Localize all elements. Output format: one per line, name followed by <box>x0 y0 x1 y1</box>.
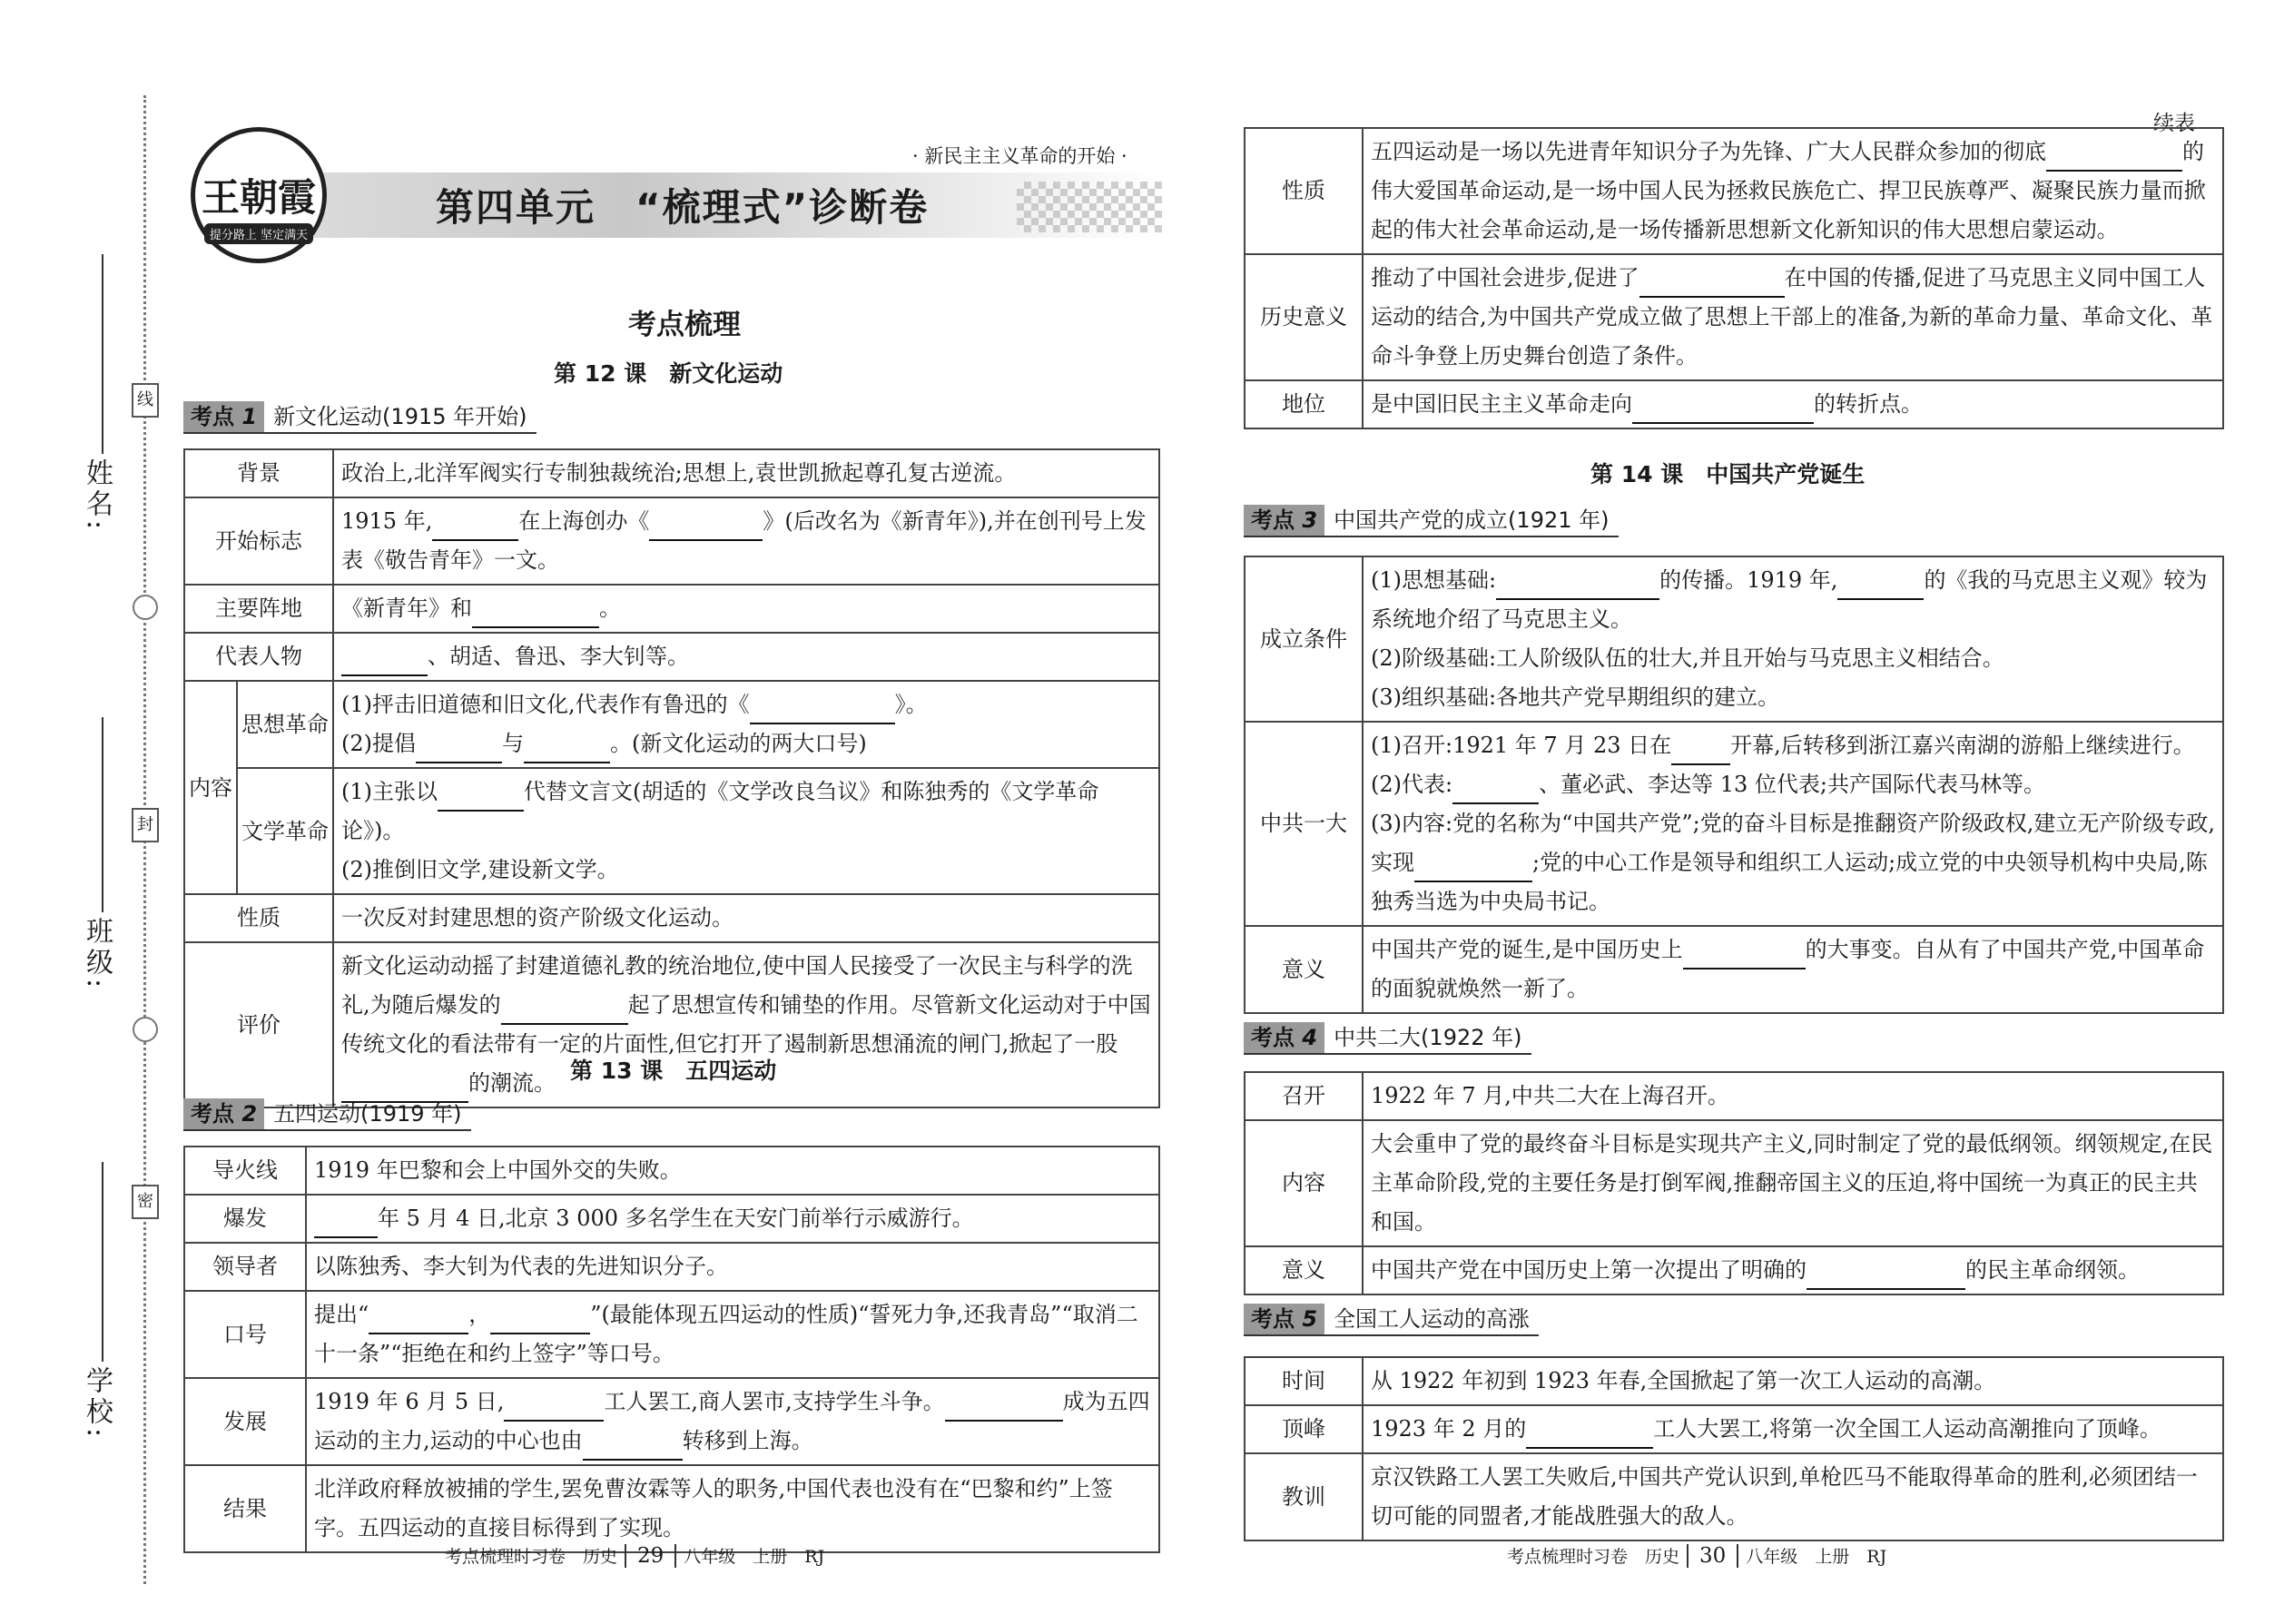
table-row: 爆发 年 5 月 4 日,北京 3 000 多名学生在天安门前举行示威游行。 <box>184 1195 1159 1243</box>
table-row: 中共一大 (1)召开:1921 年 7 月 23 日在 开幕,后转移到浙江嘉兴南湖的游船上继续进行。 (2)代表: 、董必武、李达等 13 位代表;共产国际代表马林等。 (3)内容:党的名称为“中国共产党”;党的奋斗目标是推翻资产阶级政权,建立无产阶级专政,实现 ;党的中心工作是领导和组织工人运动;成立党的中央领导机构中央局,陈独秀当选为中央局书记。 <box>1245 722 2223 926</box>
class-underline <box>102 717 103 912</box>
kd-tag: 考点 2 <box>183 1098 264 1129</box>
table-row: 主要阵地 《新青年》和 。 <box>184 585 1159 633</box>
table-row: 口号 提出“ ， ”(最能体现五四运动的性质)“誓死力争,还我青岛”“取消二十一条”“拒绝在和约上签字”等口号。 <box>184 1291 1159 1378</box>
table-row: 意义 中国共产党的诞生,是中国历史上 的大事变。自从有了中国共产党,中国革命的面貌就焕然一新了。 <box>1245 926 2223 1013</box>
class-label: 班级: <box>81 917 113 992</box>
r2-line2: (2)代表: 、董必武、李达等 13 位代表;共产国际代表马林等。 <box>1371 765 2215 804</box>
school-label: 学校: <box>81 1366 113 1442</box>
kd-tag: 考点 5 <box>1244 1304 1324 1334</box>
kd-4: 考点 4 中共二大(1922 年) <box>1244 1022 1531 1055</box>
table-row: 成立条件 (1)思想基础: 的传播。1919 年, 的《我的马克思主义观》较为系统地介绍了马克思主义。 (2)阶级基础:工人阶级队伍的壮大,并且开始与马克思主义相结合。 (3)组织基础:各地共产党早期组织的建立。 <box>1245 556 2223 722</box>
table-row: 结果 北洋政府释放被捕的学生,罢免曹汝霖等人的职务,中国代表也没有在“巴黎和约”上签字。五四运动的直接目标得到了实现。 <box>184 1465 1159 1552</box>
name-label: 姓名: <box>81 458 113 534</box>
header-checker <box>1017 182 1162 232</box>
table-row: 领导者 以陈独秀、李大钊为代表的先进知识分子。 <box>184 1243 1159 1291</box>
table-row: 召开 1922 年 7 月,中共二大在上海召开。 <box>1245 1072 2223 1120</box>
table-labor-movement <box>1244 1356 2224 1541</box>
table-row: 文学革命 (1)主张以 代替文言文(胡适的《文学改良刍议》和陈独秀的《文学革命论》)。 (2)推倒旧文学,建设新文学。 <box>184 768 1159 894</box>
logo-slogan: 提分路上 坚定满天 <box>204 223 313 244</box>
r2-line3: (3)内容:党的名称为“中国共产党”;党的奋斗目标是推翻资产阶级政权,建立无产阶级专政,实现 ;党的中心工作是领导和组织工人运动;成立党的中央领导机构中央局,陈独秀当选为中央局书记。 <box>1371 811 2215 914</box>
r5-line4: (2)推倒旧文学,建设新文学。 <box>341 857 619 882</box>
footer-right: 考点梳理时习卷 历史 30 八年级 上册 RJ <box>1507 1544 1887 1568</box>
kd-3: 考点 3 中国共产党的成立(1921 年) <box>1244 505 1619 537</box>
kd-5: 考点 5 全国工人运动的高涨 <box>1244 1304 1539 1336</box>
footer-left: 考点梳理时习卷 历史 29 八年级 上册 RJ <box>445 1544 825 1568</box>
binding-hole <box>133 595 158 620</box>
mark-feng: 封 <box>132 808 159 842</box>
r1-line2: (2)阶级基础:工人阶级队伍的壮大,并且开始与马克思主义相结合。 <box>1371 645 2004 671</box>
table-row: 地位 是中国旧民主主义革命走向 的转折点。 <box>1245 380 2223 428</box>
table-row: 时间 从 1922 年初到 1923 年春,全国掀起了第一次工人运动的高潮。 <box>1245 1357 2223 1405</box>
r2-line1: (1)召开:1921 年 7 月 23 日在 开幕,后转移到浙江嘉兴南湖的游船上继续进行。 <box>1371 726 2215 765</box>
kd-tag: 考点 4 <box>1244 1022 1324 1053</box>
binding-hole <box>133 1017 158 1042</box>
r1-line1: (1)思想基础: 的传播。1919 年, 的《我的马克思主义观》较为系统地介绍了马克思主义。 <box>1371 567 2208 632</box>
kd-tag: 考点 3 <box>1244 505 1324 536</box>
table-cpc-founding <box>1244 556 2224 1014</box>
r5-line1: (1)抨击旧道德和旧文化,代表作有鲁迅的《 》。 <box>341 685 1151 724</box>
brand-logo <box>191 127 327 263</box>
table-row: 性质 一次反对封建思想的资产阶级文化运动。 <box>184 894 1159 942</box>
section-title: 考点梳理 <box>628 309 741 341</box>
table-row: 导火线 1919 年巴黎和会上中国外交的失败。 <box>184 1147 1159 1195</box>
mark-xian: 线 <box>132 383 159 418</box>
table-row: 开始标志 1915 年, 在上海创办《 》(后改名为《新青年》),并在创刊号上发表《敬告青年》一文。 <box>184 497 1159 585</box>
table-row: 内容 大会重申了党的最终奋斗目标是实现共产主义,同时制定了党的最低纲领。纲领规定,在民主革命阶段,党的主要任务是打倒军阀,推翻帝国主义的压迫,将中国统一为真正的民主共和国。 <box>1245 1120 2223 1246</box>
table-row: 性质 五四运动是一场以先进青年知识分子为先锋、广大人民群众参加的彻底 的伟大爱国革命运动,是一场中国人民为拯救民族危亡、捍卫民族尊严、凝聚民族力量而掀起的伟大社会革命运动,是一场传播新思想新文化新知识的伟大思想启蒙运动。 <box>1245 128 2223 254</box>
lesson-13-title: 第 13 课 五四运动 <box>570 1058 777 1084</box>
r5-line3: (1)主张以 代替文言文(胡适的《文学改良刍议》和陈独秀的《文学革命论》)。 <box>341 779 1099 843</box>
table-row: 教训 京汉铁路工人罢工失败后,中国共产党认识到,单枪匹马不能取得革命的胜利,必须团结一切可能的同盟者,才能战胜强大的敌人。 <box>1245 1453 2223 1540</box>
r1-line3: (3)组织基础:各地共产党早期组织的建立。 <box>1371 684 1780 710</box>
table-row: 内容 思想革命 (1)抨击旧道德和旧文化,代表作有鲁迅的《 》。 (2)提倡 与 。(新文化运动的两大口号) <box>184 681 1159 768</box>
table-row: 顶峰 1923 年 2 月的 工人大罢工,将第一次全国工人运动高潮推向了顶峰。 <box>1245 1405 2223 1453</box>
lesson-12-title: 第 12 课 新文化运动 <box>554 360 783 387</box>
table-row: 背景 政治上,北洋军阀实行专制独裁统治;思想上,袁世凯掀起尊孔复古逆流。 <box>184 449 1159 497</box>
table-row: 评价 新文化运动动摇了封建道德礼教的统治地位,使中国人民接受了一次民主与科学的洗礼,为随后爆发的 起了思想宣传和铺垫的作用。尽管新文化运动对于中国传统文化的看法带有一定的片面性,但它打开了遏制新思想涌流的闸门,掀起了一股的潮流。 <box>184 942 1159 1107</box>
unit-title: 第四单元 “梳理式”诊断卷 <box>436 185 930 230</box>
table-may-fourth <box>183 1146 1160 1553</box>
logo-name: 王朝霞 <box>201 175 316 220</box>
kd-2: 考点 2 五四运动(1919 年) <box>183 1098 471 1131</box>
page-number: 29 <box>625 1544 676 1568</box>
table-row: 意义 中国共产党在中国历史上第一次提出了明确的 的民主革命纲领。 <box>1245 1246 2223 1294</box>
kd-tag: 考点 1 <box>183 401 264 432</box>
name-underline <box>102 254 103 454</box>
kd-1: 考点 1 新文化运动(1915 年开始) <box>183 401 537 434</box>
page-number: 30 <box>1687 1544 1738 1568</box>
table-may-fourth-cont <box>1244 127 2224 429</box>
table-row: 发展 1919 年 6 月 5 日, 工人罢工,商人罢市,支持学生斗争。 成为五四运动的主力,运动的中心也由 转移到上海。 <box>184 1378 1159 1465</box>
continued-label: 续表 <box>2153 112 2195 135</box>
table-row: 代表人物 、胡适、鲁迅、李大钊等。 <box>184 633 1159 681</box>
table-new-culture <box>183 448 1160 1108</box>
unit-subtitle: · 新民主主义革命的开始 · <box>912 145 1127 167</box>
table-row: 历史意义 推动了中国社会进步,促进了 在中国的传播,促进了马克思主义同中国工人运动的结合,为中国共产党成立做了思想上干部上的准备,为新的革命力量、革命文化、革命斗争登上历史舞台创造了条件。 <box>1245 254 2223 380</box>
table-second-congress <box>1244 1071 2224 1295</box>
mark-mi: 密 <box>132 1185 159 1219</box>
lesson-14-title: 第 14 课 中国共产党诞生 <box>1590 461 1866 487</box>
r5-line2: (2)提倡 与 。(新文化运动的两大口号) <box>341 724 1151 763</box>
school-underline <box>102 1162 103 1362</box>
